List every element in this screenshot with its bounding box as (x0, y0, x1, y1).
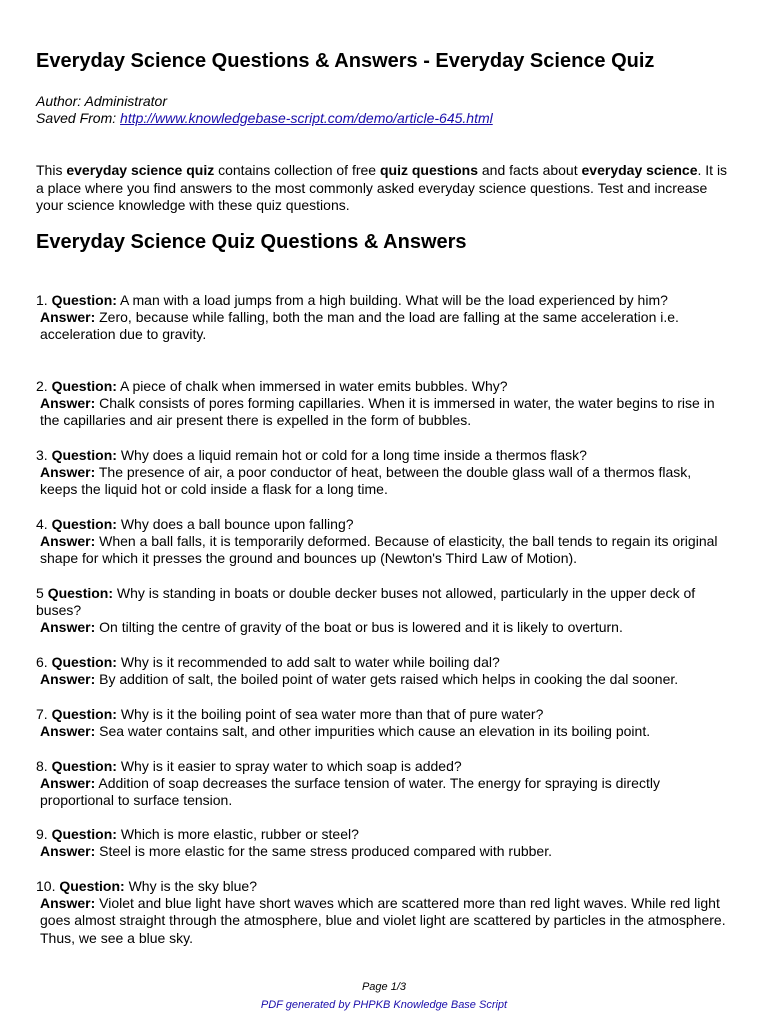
qa-item (36, 516, 728, 568)
intro-bold-science: everyday science (581, 162, 698, 178)
page-number: Page 1/3 (361, 981, 407, 993)
question-line: 5 Question: Why is standing in boats or double decker buses not allowed, particularly in the upper deck of buses? (36, 585, 696, 619)
section-heading: Everyday Science Quiz Questions & Answers (36, 231, 467, 253)
author-line (36, 93, 493, 110)
saved-from-line (36, 110, 493, 127)
intro-bold-questions: quiz questions (379, 162, 478, 178)
question-line: 2. Question: A piece of chalk when immersed in water emits bubbles. Why? (36, 378, 508, 394)
answer-line: Answer: Zero, because while falling, both the man and the load are falling at the same acceleration i.e. acceleration due to gravity. (40, 309, 679, 343)
qa-item (36, 706, 728, 740)
qa-item (36, 447, 728, 499)
generator-credit[interactable]: PDF generated by PHPKB Knowledge Base Script (260, 999, 508, 1011)
answer-line: Answer: Addition of soap decreases the surface tension of water. The energy for spraying is directly proportional to surface tension. (40, 775, 660, 809)
answer-line: Answer: The presence of air, a poor conductor of heat, between the double glass wall of a thermos flask, keeps the liquid hot or cold inside a flask for a long time. (40, 464, 692, 498)
answer-line: Answer: Steel is more elastic for the same stress produced compared with rubber. (40, 843, 552, 860)
question-line: 1. Question: A man with a load jumps from a high building. What will be the load experienced by him? (36, 292, 668, 308)
question-line: 8. Question: Why is it easier to spray water to which soap is added? (36, 758, 462, 774)
answer-line: Answer: Chalk consists of pores forming capillaries. When it is immersed in water, the water begins to rise in the capillaries and air present there is expelled in the form of bubbles. (40, 395, 715, 429)
qa-item (36, 585, 728, 637)
question-line: 7. Question: Why is it the boiling point of sea water more than that of pure water? (36, 706, 544, 722)
intro-paragraph: This everyday science quiz contains collection of free quiz questions and facts about everyday science. It is a place where you find answers to the most commonly asked everyday science questions. Test and increase your science knowledge with these quiz questions. (36, 162, 728, 213)
author-value: Administrator (84, 93, 167, 109)
author-label: Author: (36, 93, 82, 109)
saved-from-label: Saved From: (36, 110, 117, 126)
answer-line: Answer: Violet and blue light have short waves which are scattered more than red light waves. While red light goes almost straight through the atmosphere, blue and violet light are scattered by particles in the atmosphere. Thus, we see a blue sky. (40, 895, 726, 946)
intro-bold-quiz: everyday science quiz (66, 162, 215, 178)
saved-from-link[interactable]: http://www.knowledgebase-script.com/demo/article-645.html (120, 110, 493, 126)
question-line: 10. Question: Why is the sky blue? (36, 878, 257, 894)
qa-item (36, 378, 728, 430)
qa-item (36, 878, 728, 947)
answer-line: Answer: Sea water contains salt, and other impurities which cause an elevation in its boiling point. (40, 723, 651, 740)
answer-line: Answer: By addition of salt, the boiled point of water gets raised which helps in cooking the dal sooner. (40, 671, 679, 688)
document-meta (36, 93, 493, 127)
question-line: 6. Question: Why is it recommended to add salt to water while boiling dal? (36, 654, 500, 670)
question-line: 9. Question: Which is more elastic, rubber or steel? (36, 826, 359, 842)
qa-item (36, 826, 728, 860)
answer-line: Answer: When a ball falls, it is temporarily deformed. Because of elasticity, the ball tends to regain its original shape for which it presses the ground and bounces up (Newton's Third Law of Motion). (40, 533, 718, 567)
question-line: 4. Question: Why does a ball bounce upon falling? (36, 516, 354, 532)
document-title: Everyday Science Questions & Answers - Everyday Science Quiz (36, 50, 655, 72)
qa-item (36, 758, 728, 810)
qa-item (36, 654, 728, 688)
qa-item (36, 292, 728, 344)
answer-line: Answer: On tilting the centre of gravity of the boat or bus is lowered and it is likely to overturn. (40, 619, 623, 636)
question-line: 3. Question: Why does a liquid remain hot or cold for a long time inside a thermos flask? (36, 447, 587, 463)
